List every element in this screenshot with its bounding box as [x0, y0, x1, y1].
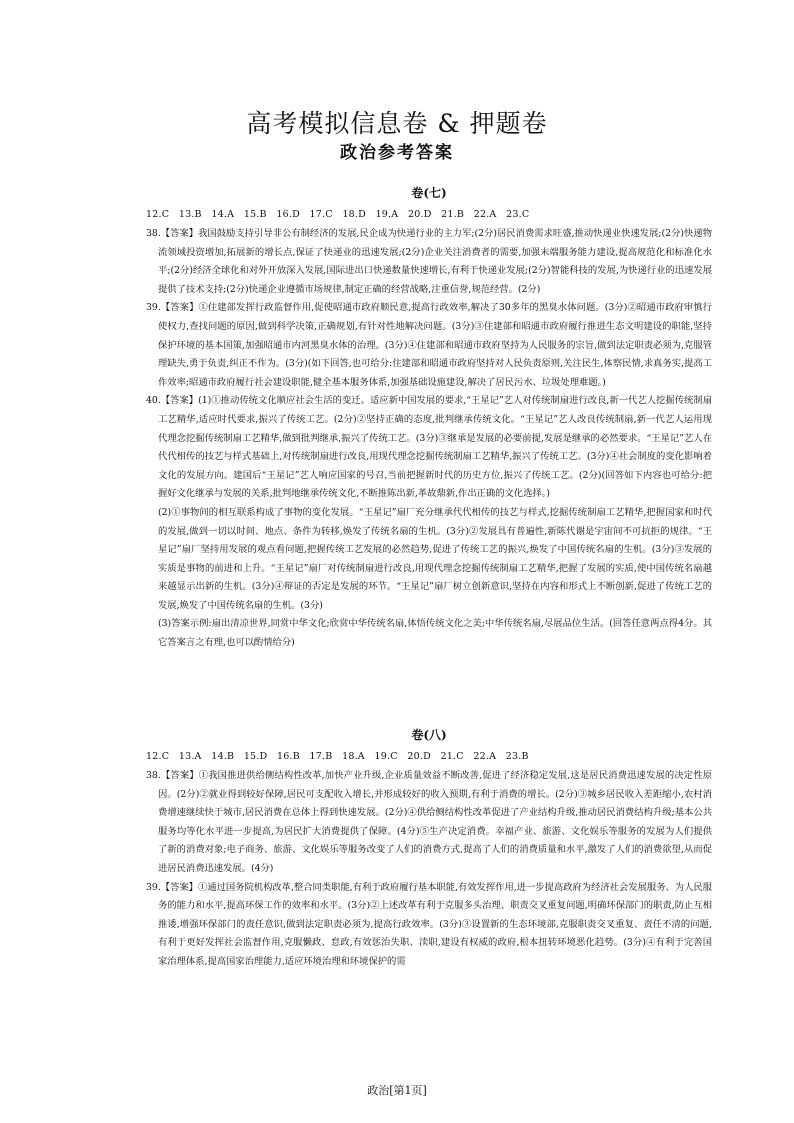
choice-answers: 12.C 13.A 14.B 15.D 16.B 17.B 18.A 19.C 20.D 21.C 22.A 23.B: [146, 751, 529, 762]
answer-q38: 38.【答案】我国鼓励支持引导非公有制经济的发展,民企成为快递行业的主力军;(2分)居民消费需求旺盛,推动快递业快速发展;(2分)快递物流领域投资增加,拓展新的增长点,保证了快递业的迅速发展;(2分)企业关注消费者的需要,加强末端服务能力建设,提高规范化和标准化水平;(2分)经济全球化和对外开放深入发展,国际进出口快递数量快速增长,有利于快递业发展;(2分)智能科技的发展,为快递行业的迅速发展提供了技术支持;(2分)快递企业遵循市场规律,制定正确的经营战略,注重信誉,规范经营。(2分): [146, 228, 712, 295]
page-title: 高考模拟信息卷 & 押题卷: [246, 109, 548, 138]
page-subtitle: 政治参考答案: [340, 143, 454, 163]
page-footer: 政治[第1页]: [367, 1084, 427, 1097]
section-paper-7: [146, 184, 712, 653]
section-heading: 卷(七): [411, 186, 447, 200]
section-paper-8: [146, 726, 712, 972]
answer-q40-part3: (3)答案示例:扇出清凉世界,同赏中华文化;欣赏中华传统名扇,体悟传统文化之美;中华传统名扇,尽展品位生活。(回答任意两点得4分。其它答案言之有理,也可以酌情给分): [158, 618, 712, 649]
answer-q38: 38.【答案】①我国推进供给侧结构性改革,加快产业升级,企业质量效益不断改善,促进了经济稳定发展,这是居民消费迅速发展的决定性原因。(2分)②就业得到较好保障,居民可支配收入增长,并形成较好的收入预期,有利于消费的增长。(2分)③城乡居民收入差距缩小,农村消费增速继续快于城市,居民消费在总体上得到快速发展。(2分)④供给侧结构性改革促进了产业结构升级,推动居民消费结构升级;基本公共服务均等化水平进一步提高,为居民扩大消费提供了保障。(4分)⑤生产决定消费。幸福产业、旅游、文化娱乐等服务的发展为人们提供了新的消费对象;电子商务、旅游、文化娱乐等服务改变了人们的消费方式,提高了人们的消费质量和水平,激发了人们的消费欲望,从而促进居民消费迅速发展。(4分): [146, 770, 712, 874]
answer-q40-part1: 40.【答案】(1)①推动传统文化顺应社会生活的变迁。适应新中国发展的要求,“王星记”艺人对传统制扇进行改良,新一代艺人挖掘传统制扇工艺精华,适应时代要求,振兴了传统工艺。(2分)②坚持正确的态度,批判继承传统文化。“王星记”艺人改良传统制扇,新一代艺人运用现代理念挖掘传统制扇工艺精华,做到批判继承,振兴了传统工艺。(3分)③继承是发展的必要前提,发展是继承的必然要求。“王星记”艺人在代代相传的技艺与样式基础上,对传统制扇进行改良,用现代理念挖掘传统制扇工艺精华,振兴了传统工艺。(3分)④社会制度的变化影响着文化的发展方向。建国后“王星记”艺人响应国家的号召,当前把握新时代的历史方位,振兴了传统工艺。(2分)(回答如下内容也可给分:把握好文化继承与发展的关系,批判地继承传统文化,不断推陈出新,革故鼎新,作出正确的文化选择。): [146, 395, 712, 500]
answer-q39: 39.【答案】①住建部发挥行政监督作用,促使昭通市政府顺民意,提高行政效率,解决了30多年的黑臭水体问题。(3分)②昭通市政府审慎行使权力,查找问题的原因,做到科学决策,正确规划,有针对性地解决问题。(3分)③住建部和昭通市政府履行推进生态文明建设的职能,坚持保护环境的基本国策,加强昭通市内河黑臭水体的治理。(3分)④住建部和昭通市政府坚持为人民服务的宗旨,做到法定职责必须为,克服管理缺失,勇于负责,纠正不作为。(3分)(如下回答,也可给分:住建部和昭通市政府坚持对人民负责原则,关注民生,体察民情,求真务实,提高工作效率;昭通市政府履行社会建设职能,健全基本服务体系,加强基础设施建设,解决了居民污水、垃圾处理难题。): [146, 302, 712, 388]
choice-answers: 12.C 13.B 14.A 15.B 16.D 17.C 18.D 19.A 20.D 21.B 22.A 23.C: [146, 209, 530, 220]
answer-q39: 39.【答案】①通过国务院机构改革,整合同类职能,有利于政府履行基本职能,有效发挥作用,进一步提高政府为经济社会发展服务、为人民服务的能力和水平,提高环保工作的效率和水平。(3分)②上述改革有利于克服多头治理、职责交叉重复问题,明确环保部门的职责,防止互相推诿,增强环保部门的责任意识,做到法定职责必须为,提高行政效率。(3分)③设置新的生态环境部,克服职责交叉重复、责任不清的问题,有利于更好发挥社会监督作用,克服懒政、怠政,有效惩治失职、渎职,建设有权威的政府,根本扭转环境恶化趋势。(3分)④有利于完善国家治理体系,提高国家治理能力,适应环境治理和环境保护的需: [146, 881, 712, 967]
answer-q40-part2: (2)①事物间的相互联系构成了事物的变化发展。“王星记”扇厂充分继承代代相传的技艺与样式,挖掘传统制扇工艺精华,把握国家和时代的发展,做到一切以时间、地点、条件为转移,焕发了传统名扇的生机。(3分)②发展具有普遍性,新陈代谢是宇宙间不可抗拒的规律。“王星记”扇厂坚持用发展的观点看问题,把握传统工艺发展的必然趋势,促进了传统工艺的振兴,焕发了中国传统名扇的生机。(3分)③发展的实质是事物的前进和上升。“王星记”扇厂对传统制扇进行改良,用现代理念挖掘传统制扇工艺精华,把握了发展的实质,使中国传统名扇越来越显示出新的生机。(3分)④辩证的否定是发展的环节。“王星记”扇厂树立创新意识,坚持在内容和形式上不断创新,促进了传统工艺的发展,焕发了中国传统名扇的生机。(3分): [158, 506, 712, 611]
section-heading: 卷(八): [411, 728, 447, 742]
